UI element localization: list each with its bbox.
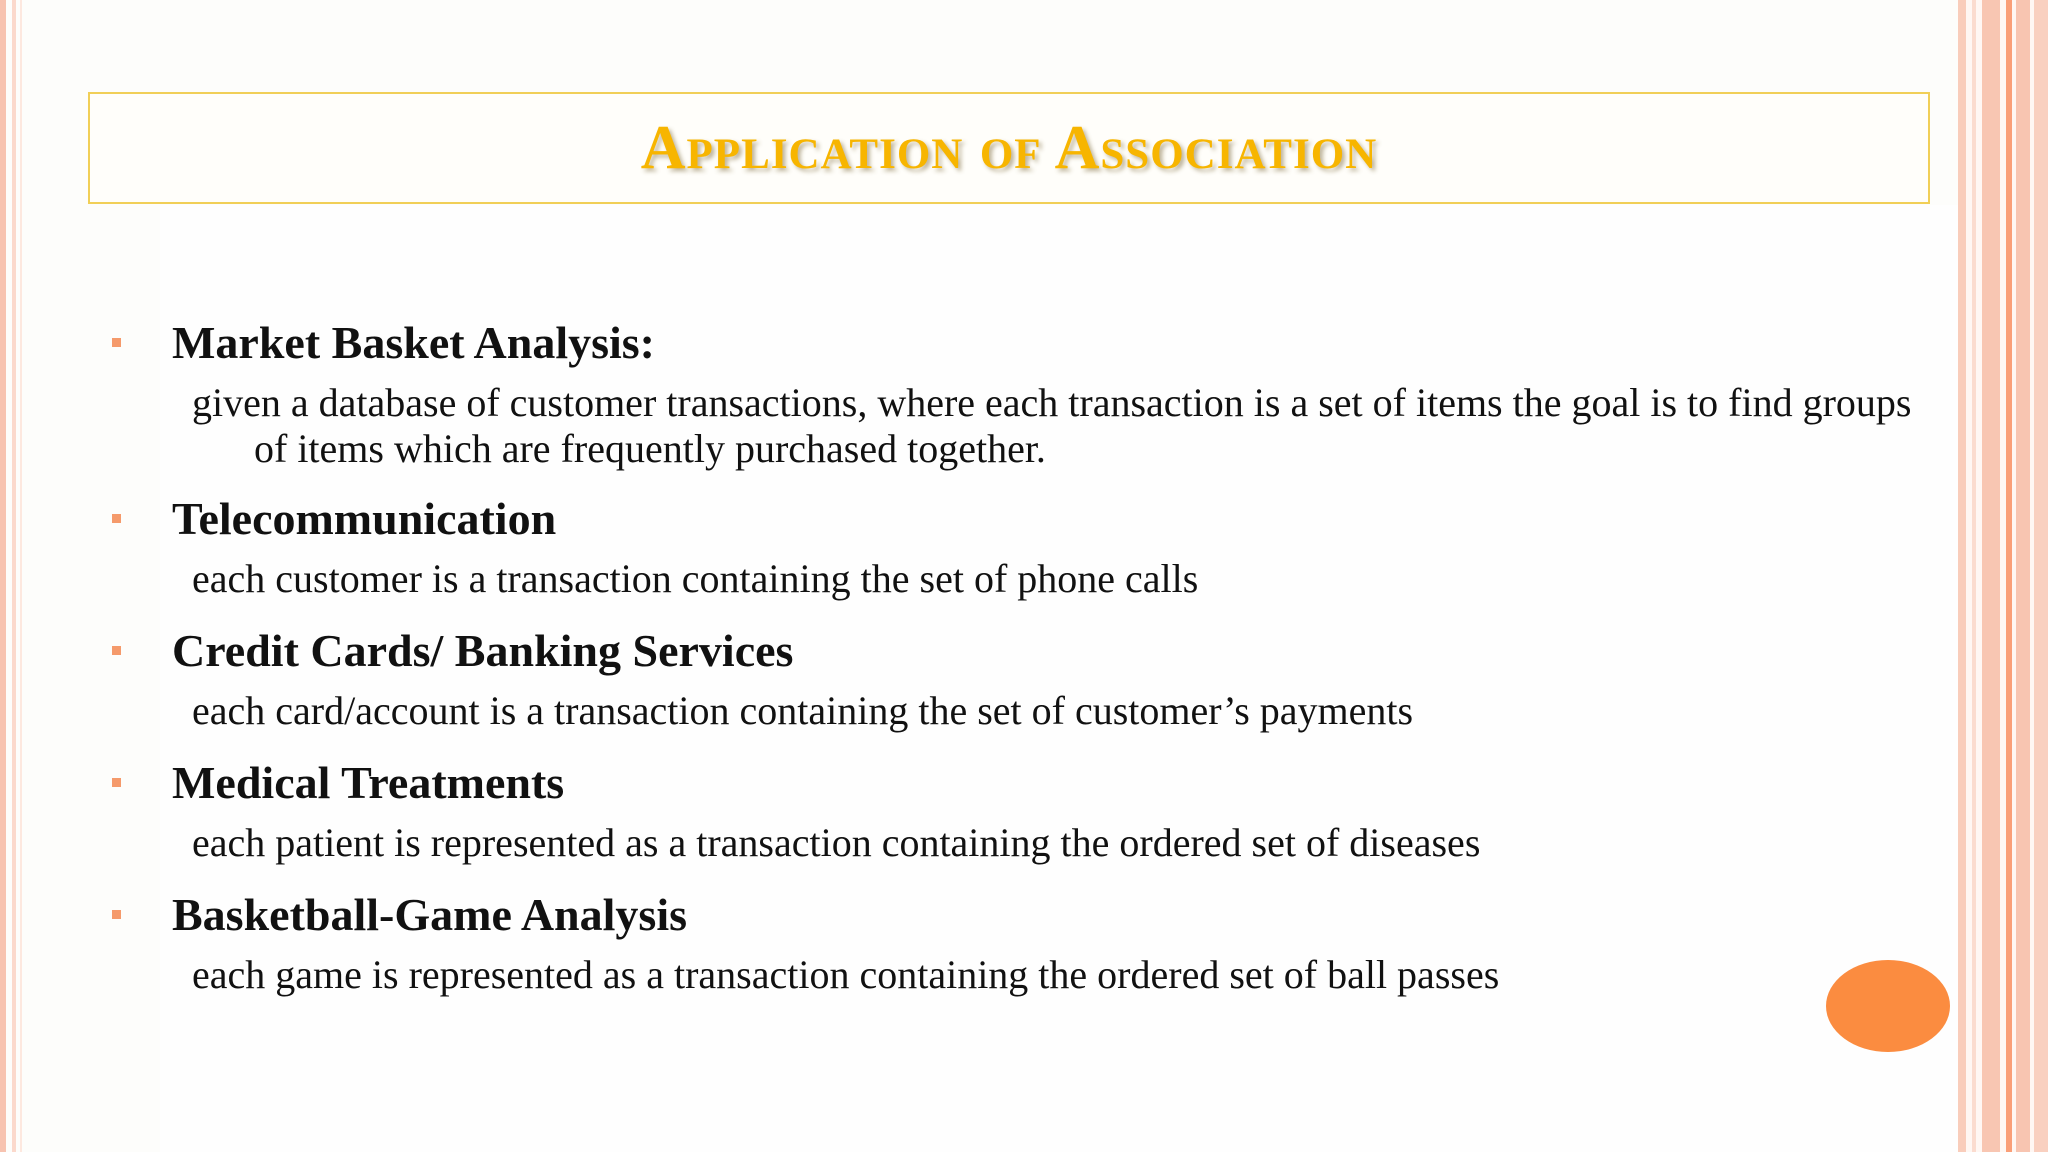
bullet-item [108, 620, 1928, 734]
bullet-heading: Basketball-Game Analysis [172, 889, 688, 940]
bullet-description: each game is represented as a transaction containing the ordered set of ball passes [192, 952, 1500, 997]
right-border-stripe [1972, 0, 1976, 1152]
square-bullet-icon [112, 778, 121, 787]
left-border-stripe [12, 0, 16, 1152]
orange-oval-decoration [1826, 960, 1950, 1052]
bullet-item [108, 884, 1928, 998]
bullet-description: each card/account is a transaction containing the set of customer’s payments [192, 688, 1414, 733]
square-bullet-icon [112, 910, 121, 919]
square-bullet-icon [112, 514, 121, 523]
bullet-description: each patient is represented as a transaction containing the ordered set of diseases [192, 820, 1481, 865]
bullet-heading: Credit Cards/ Banking Services [172, 625, 794, 676]
left-border-stripe [20, 0, 22, 1152]
slide-title: Application of Association [640, 113, 1378, 182]
title-box [88, 92, 1930, 204]
bullet-heading: Market Basket Analysis: [172, 317, 655, 368]
right-border-stripe [2016, 0, 2030, 1152]
bullet-list [108, 312, 1928, 1016]
bullet-description: each customer is a transaction containing the set of phone calls [192, 556, 1199, 601]
bullet-item [108, 488, 1928, 602]
square-bullet-icon [112, 338, 121, 347]
bullet-heading: Telecommunication [172, 493, 557, 544]
left-border-stripe [0, 0, 6, 1152]
bullet-heading: Medical Treatments [172, 757, 565, 808]
right-border-stripes [1958, 0, 2048, 1152]
right-border-stripe [2006, 0, 2012, 1152]
bullet-item [108, 752, 1928, 866]
bullet-description: given a database of customer transactions, where each transaction is a set of items the goal is to find groups of items which are frequently purchased together. [192, 380, 1912, 471]
right-border-stripe [2034, 0, 2048, 1152]
square-bullet-icon [112, 646, 121, 655]
right-border-stripe [1958, 0, 1966, 1152]
right-border-stripe [1982, 0, 2000, 1152]
bullet-item [108, 312, 1928, 472]
